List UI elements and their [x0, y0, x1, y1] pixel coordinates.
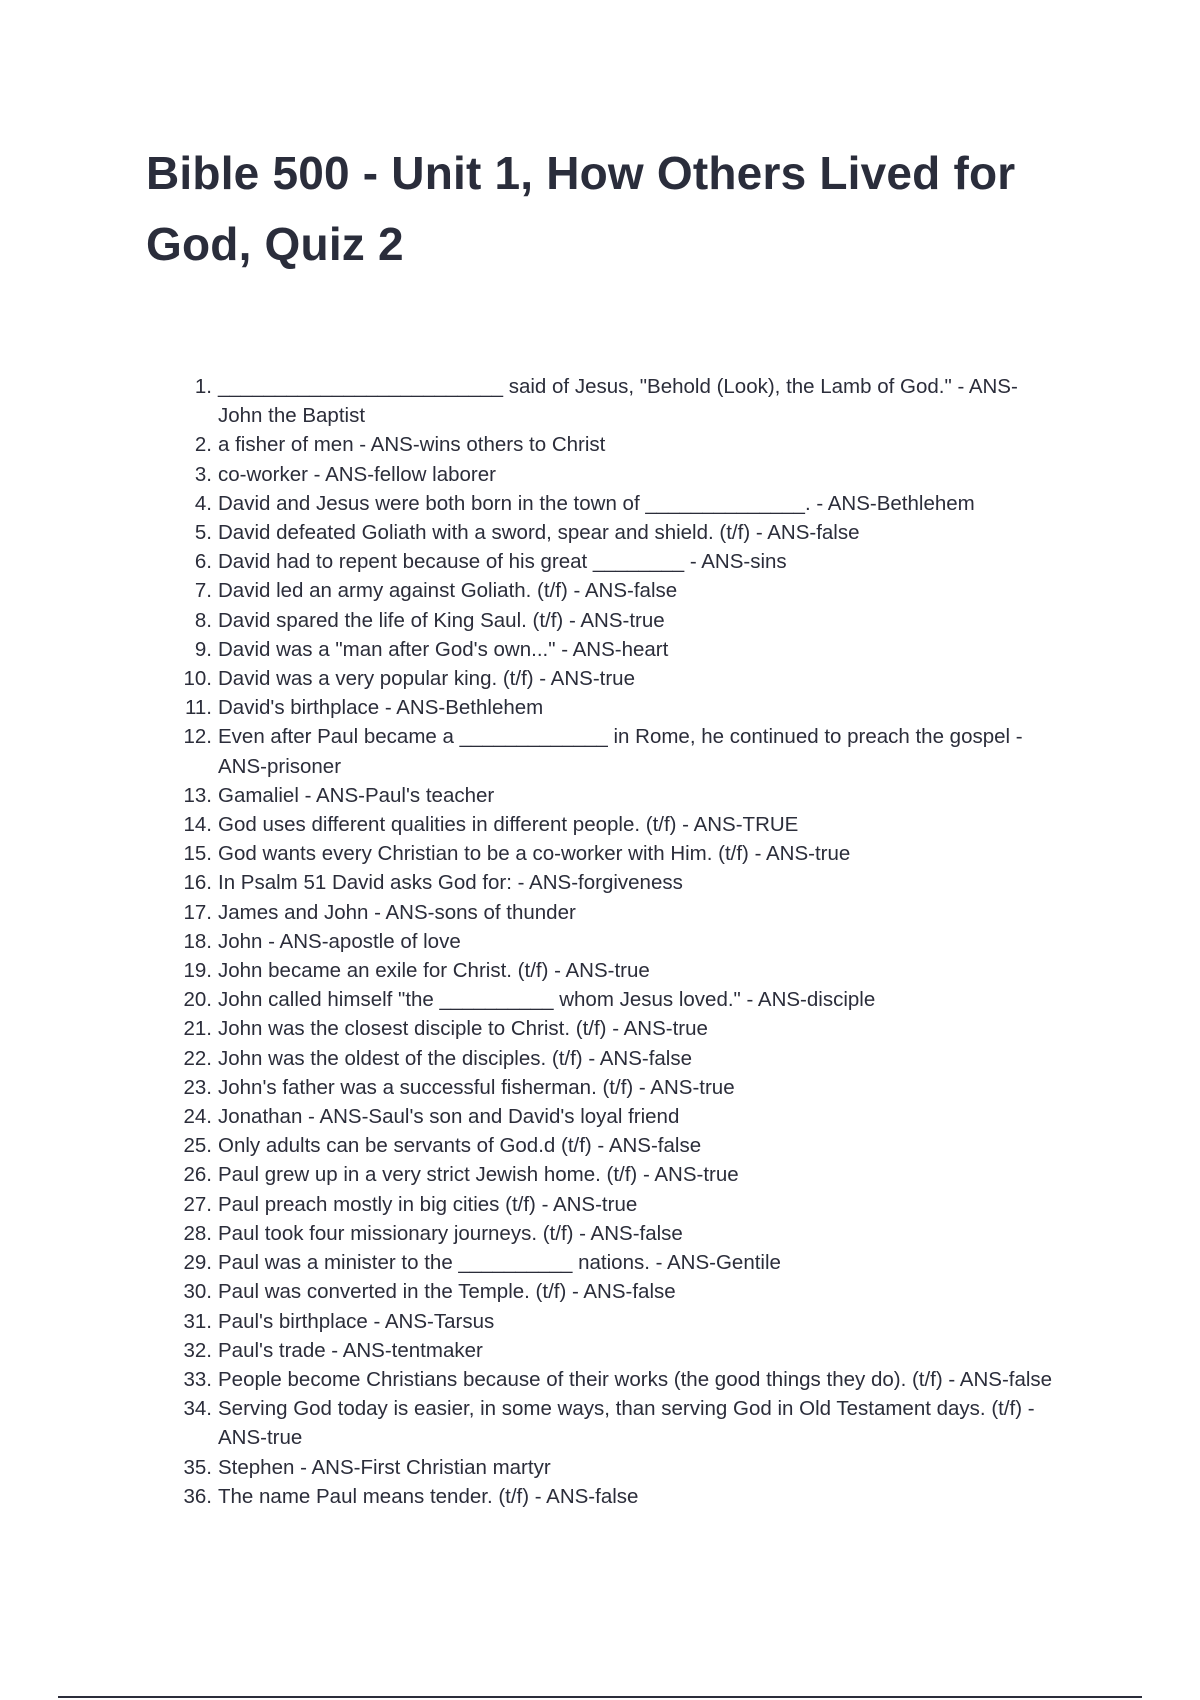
question-number: 2. — [194, 433, 212, 457]
question-text: Serving God today is easier, in some ways, than serving God in Old Testament days. (t/f) - ANS-true — [218, 1397, 1035, 1450]
question-item — [176, 1336, 1056, 1365]
question-text: David's birthplace - ANS-Bethlehem — [218, 696, 544, 720]
question-text: Paul was a minister to the __________ nations. - ANS-Gentile — [218, 1251, 781, 1275]
question-text: Even after Paul became a _____________ in Rome, he continued to preach the gospel - ANS-prisoner — [218, 725, 1023, 778]
footer-divider — [58, 1696, 1142, 1698]
question-number: 16. — [183, 871, 212, 895]
question-number: 30. — [183, 1280, 212, 1304]
question-number: 32. — [183, 1338, 212, 1362]
question-number: 21. — [183, 1017, 212, 1041]
question-item — [176, 1044, 1056, 1073]
question-number: 23. — [183, 1075, 212, 1099]
question-item — [176, 1219, 1056, 1248]
question-text: James and John - ANS-sons of thunder — [218, 900, 576, 924]
question-item — [176, 810, 1056, 839]
question-number: 17. — [183, 900, 212, 924]
question-text: Jonathan - ANS-Saul's son and David's loyal friend — [218, 1105, 680, 1129]
question-text: God wants every Christian to be a co-worker with Him. (t/f) - ANS-true — [218, 842, 851, 866]
question-item — [176, 898, 1056, 927]
question-number: 20. — [183, 988, 212, 1012]
question-item — [176, 1453, 1056, 1482]
question-number: 15. — [183, 842, 212, 866]
question-text: John's father was a successful fisherman. (t/f) - ANS-true — [218, 1075, 735, 1099]
question-item — [176, 372, 1056, 430]
question-text: David was a "man after God's own..." - ANS-heart — [218, 637, 669, 661]
question-text: David led an army against Goliath. (t/f) - ANS-false — [218, 579, 678, 603]
question-item — [176, 927, 1056, 956]
question-number: 24. — [183, 1105, 212, 1129]
question-number: 35. — [183, 1455, 212, 1479]
question-item — [176, 489, 1056, 518]
question-text: David spared the life of King Saul. (t/f) - ANS-true — [218, 608, 665, 632]
question-number: 8. — [194, 608, 212, 632]
question-number: 1. — [194, 375, 212, 398]
question-number: 25. — [183, 1134, 212, 1158]
question-list — [176, 372, 1056, 1511]
question-text: a fisher of men - ANS-wins others to Christ — [218, 433, 606, 457]
question-item — [176, 1102, 1056, 1131]
question-text: Paul was converted in the Temple. (t/f) - ANS-false — [218, 1280, 676, 1304]
question-item — [176, 1365, 1056, 1394]
question-item — [176, 956, 1056, 985]
question-number: 10. — [183, 667, 212, 691]
question-number: 5. — [194, 521, 212, 545]
question-number: 36. — [183, 1484, 212, 1508]
question-number: 33. — [183, 1367, 212, 1391]
question-text: Paul's birthplace - ANS-Tarsus — [218, 1309, 495, 1333]
question-text: God uses different qualities in different people. (t/f) - ANS-TRUE — [218, 813, 799, 837]
question-item — [176, 1190, 1056, 1219]
question-number: 9. — [194, 637, 212, 661]
question-number: 6. — [194, 550, 212, 574]
question-text: John - ANS-apostle of love — [218, 929, 461, 953]
question-number: 4. — [194, 491, 212, 515]
question-item — [176, 1160, 1056, 1189]
question-number: 3. — [194, 462, 212, 486]
question-text: Paul's trade - ANS-tentmaker — [218, 1338, 483, 1362]
question-item — [176, 868, 1056, 897]
question-text: People become Christians because of their works (the good things they do). (t/f) - ANS-false — [218, 1367, 1053, 1391]
question-item — [176, 547, 1056, 576]
question-text: In Psalm 51 David asks God for: - ANS-forgiveness — [218, 871, 683, 895]
question-item — [176, 1394, 1056, 1452]
question-text: David defeated Goliath with a sword, spear and shield. (t/f) - ANS-false — [218, 521, 860, 545]
question-text: David was a very popular king. (t/f) - ANS-true — [218, 667, 635, 691]
question-number: 22. — [183, 1046, 212, 1070]
question-text: Stephen - ANS-First Christian martyr — [218, 1455, 551, 1479]
question-number: 18. — [183, 929, 212, 953]
question-number: 12. — [183, 725, 212, 749]
question-text: Paul preach mostly in big cities (t/f) - ANS-true — [218, 1192, 638, 1216]
question-text: David had to repent because of his great ________ - ANS-sins — [218, 550, 787, 574]
question-text: Paul grew up in a very strict Jewish home. (t/f) - ANS-true — [218, 1163, 739, 1187]
question-item — [176, 1131, 1056, 1160]
question-item — [176, 460, 1056, 489]
question-number: 26. — [183, 1163, 212, 1187]
question-item — [176, 985, 1056, 1014]
question-number: 34. — [183, 1397, 212, 1421]
question-number: 28. — [183, 1221, 212, 1245]
question-text: co-worker - ANS-fellow laborer — [218, 462, 496, 486]
question-text: John called himself "the __________ whom Jesus loved." - ANS-disciple — [218, 988, 876, 1012]
question-text: _________________________ said of Jesus, "Behold (Look), the Lamb of God." - ANS-John the Baptist — [218, 375, 1018, 428]
question-item — [176, 839, 1056, 868]
question-number: 7. — [194, 579, 212, 603]
question-item — [176, 664, 1056, 693]
question-item — [176, 1277, 1056, 1306]
question-item — [176, 693, 1056, 722]
question-item — [176, 576, 1056, 605]
question-number: 11. — [185, 696, 212, 720]
page-title: Bible 500 - Unit 1, How Others Lived for God, Quiz 2 — [146, 147, 1016, 270]
question-item — [176, 635, 1056, 664]
question-text: John became an exile for Christ. (t/f) - ANS-true — [218, 959, 650, 983]
question-item — [176, 1073, 1056, 1102]
question-number: 29. — [183, 1251, 212, 1275]
question-text: Gamaliel - ANS-Paul's teacher — [218, 783, 495, 807]
question-item — [176, 722, 1056, 780]
question-item — [176, 606, 1056, 635]
question-text: John was the oldest of the disciples. (t/f) - ANS-false — [218, 1046, 692, 1070]
question-item — [176, 1482, 1056, 1511]
question-number: 31. — [183, 1309, 212, 1333]
question-item — [176, 1014, 1056, 1043]
question-number: 14. — [183, 813, 212, 837]
question-text: The name Paul means tender. (t/f) - ANS-false — [218, 1484, 639, 1508]
question-number: 27. — [183, 1192, 212, 1216]
question-text: Paul took four missionary journeys. (t/f) - ANS-false — [218, 1221, 683, 1245]
question-item — [176, 781, 1056, 810]
question-item — [176, 518, 1056, 547]
question-text: Only adults can be servants of God.d (t/f) - ANS-false — [218, 1134, 702, 1158]
question-text: John was the closest disciple to Christ. (t/f) - ANS-true — [218, 1017, 708, 1041]
question-text: David and Jesus were both born in the town of ______________. - ANS-Bethlehem — [218, 491, 975, 515]
question-item — [176, 430, 1056, 459]
question-number: 19. — [183, 959, 212, 983]
question-number: 13. — [183, 783, 212, 807]
question-item — [176, 1248, 1056, 1277]
question-item — [176, 1307, 1056, 1336]
